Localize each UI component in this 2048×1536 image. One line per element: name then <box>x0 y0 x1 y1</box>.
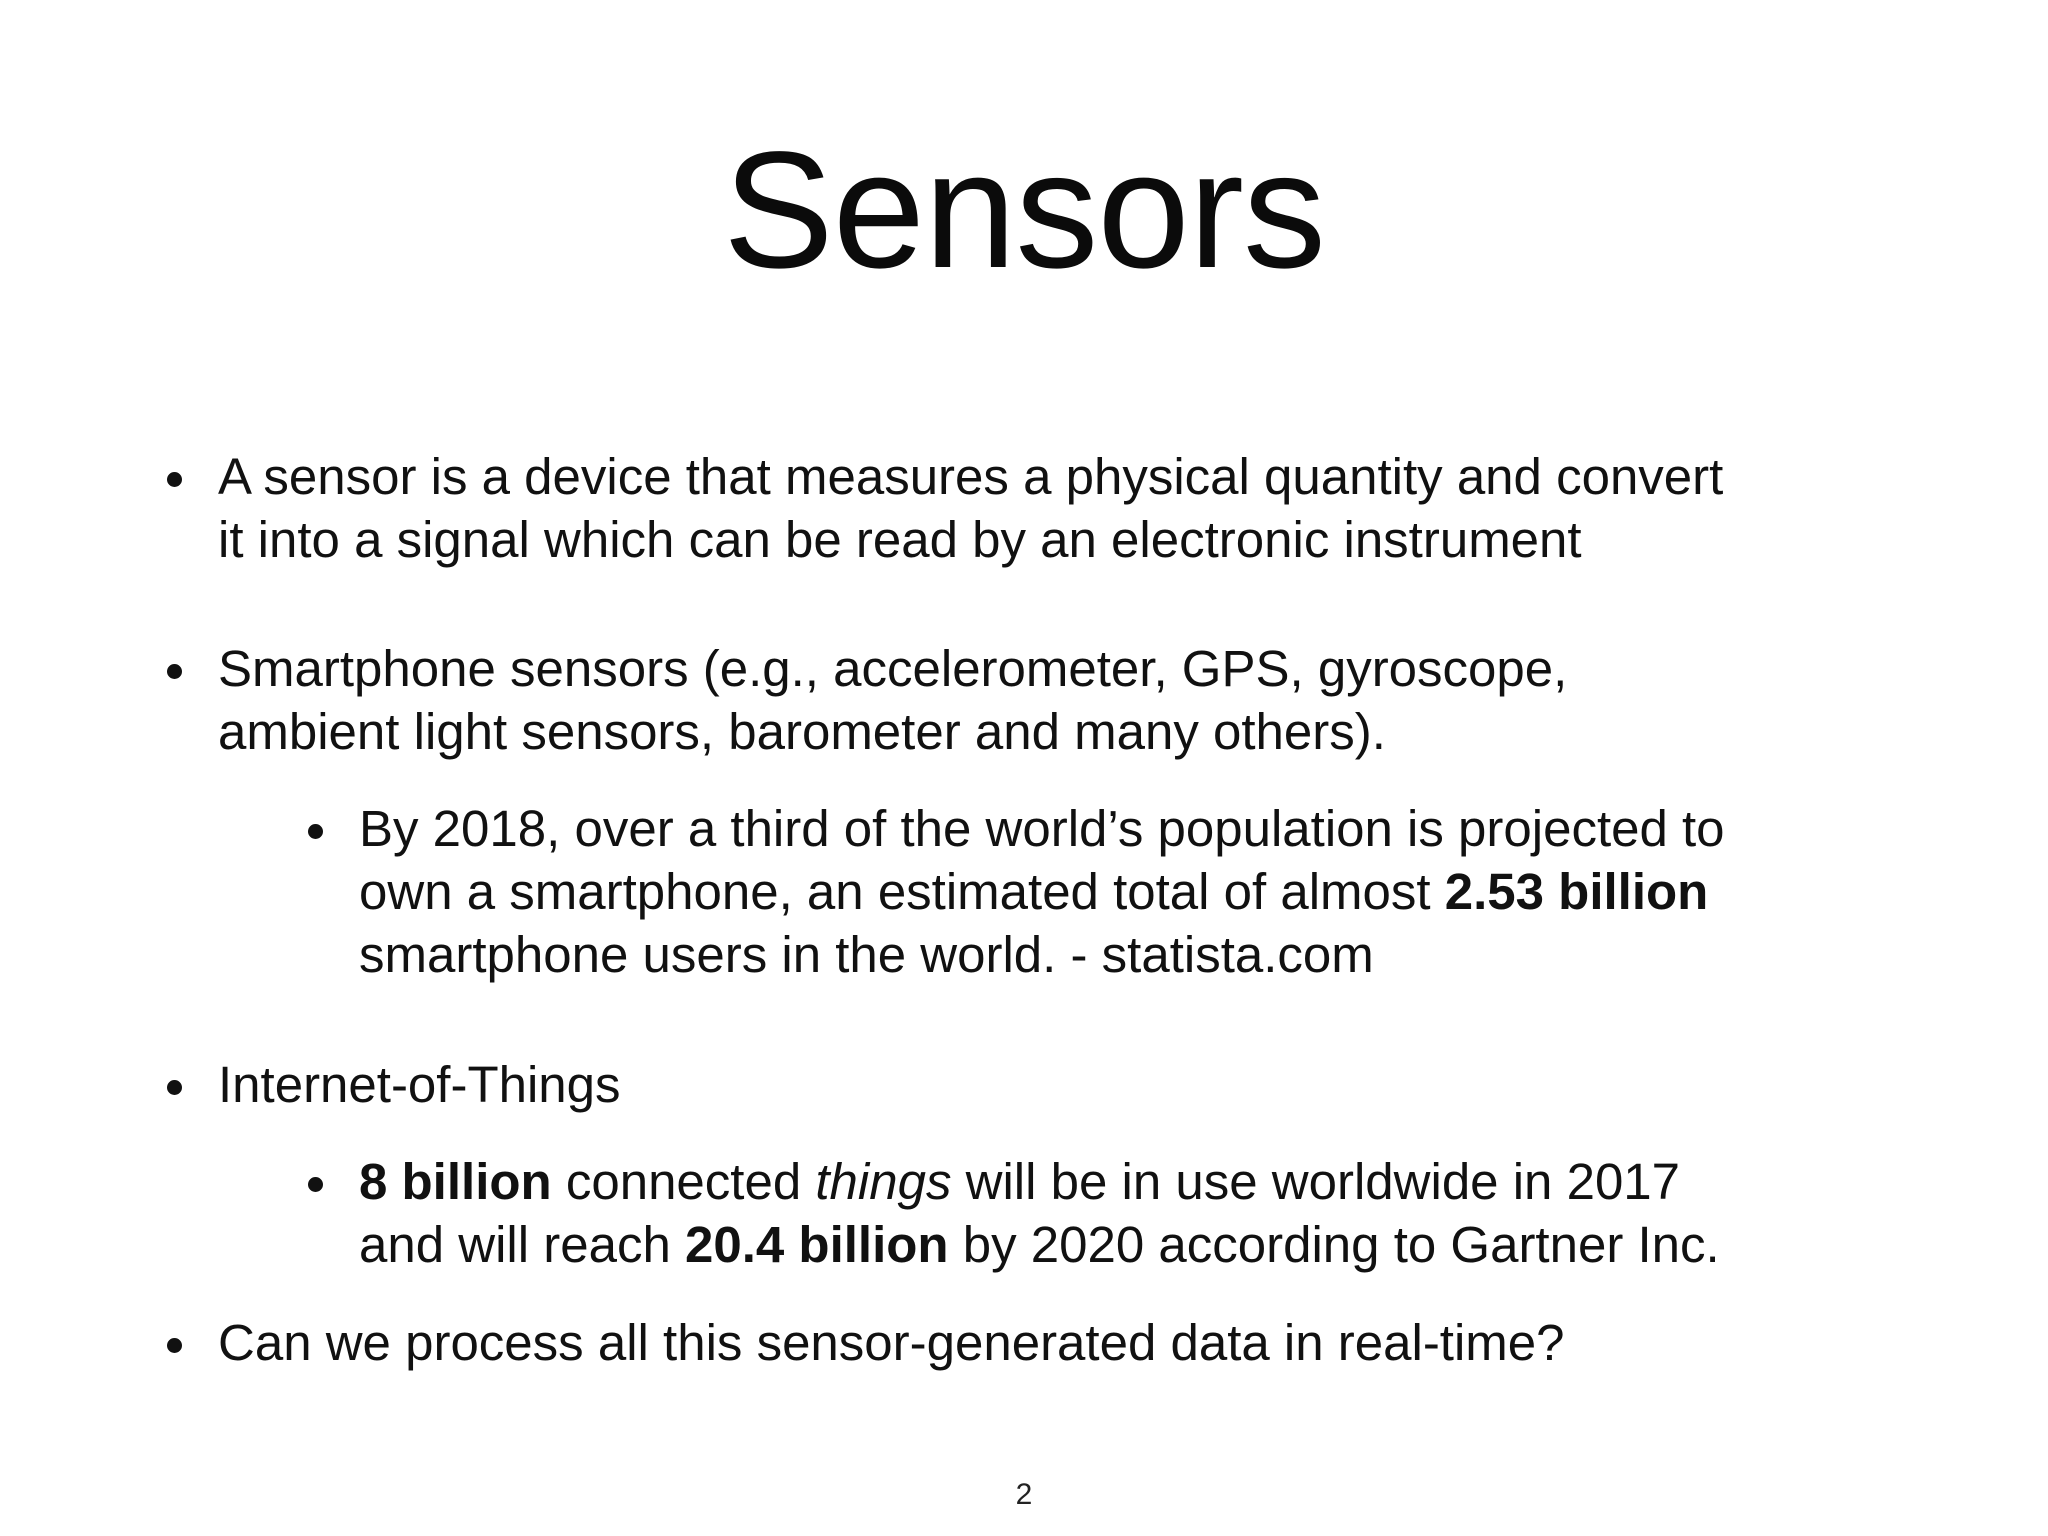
bullet-text-line <box>359 860 1959 923</box>
bullet-text-line: smartphone users in the world. - statista.com <box>359 926 1374 983</box>
bullet-text-line: it into a signal which can be read by an electronic instrument <box>218 511 1582 568</box>
bullet-text-line <box>359 1150 1959 1213</box>
subbullet-smartphone-stat <box>359 797 1959 986</box>
bold-figure: 8 billion <box>359 1153 552 1210</box>
bold-figure: 2.53 billion <box>1444 863 1709 920</box>
bullet-dot-icon <box>167 664 182 679</box>
bullet-dot-icon <box>308 1177 323 1192</box>
bullet-smartphone-sensors <box>218 637 1918 763</box>
bullet-text-line: ambient light sensors, barometer and many others). <box>218 703 1386 760</box>
page-number: 2 <box>1015 1478 1033 1511</box>
bullet-text-line: Can we process all this sensor-generated data in real-time? <box>218 1314 1565 1371</box>
bullet-text-line: A sensor is a device that measures a physical quantity and convert <box>218 448 1724 505</box>
inline-text: connected <box>551 1153 816 1210</box>
bullet-text-line: Internet-of-Things <box>218 1056 621 1113</box>
bullet-text-line: By 2018, over a third of the world’s population is projected to <box>359 800 1725 857</box>
bullet-question <box>218 1311 1918 1374</box>
bold-figure: 20.4 billion <box>685 1216 949 1273</box>
bullet-dot-icon <box>308 824 323 839</box>
subbullet-iot-stat <box>359 1150 1959 1276</box>
bullet-dot-icon <box>167 472 182 487</box>
bullet-iot <box>218 1053 1918 1116</box>
inline-text: and will reach <box>359 1216 685 1273</box>
bullet-sensor-definition <box>218 445 1918 571</box>
inline-text: own a smartphone, an estimated total of almost <box>359 863 1445 920</box>
inline-text: will be in use worldwide in 2017 <box>951 1153 1681 1210</box>
bullet-text-line <box>359 1213 1959 1276</box>
slide-title: Sensors <box>723 118 1325 303</box>
bullet-dot-icon <box>167 1080 182 1095</box>
inline-text: by 2020 according to Gartner Inc. <box>948 1216 1720 1273</box>
bullet-dot-icon <box>167 1338 182 1353</box>
italic-word: things <box>815 1153 952 1210</box>
bullet-text-line: Smartphone sensors (e.g., accelerometer, GPS, gyroscope, <box>218 640 1568 697</box>
